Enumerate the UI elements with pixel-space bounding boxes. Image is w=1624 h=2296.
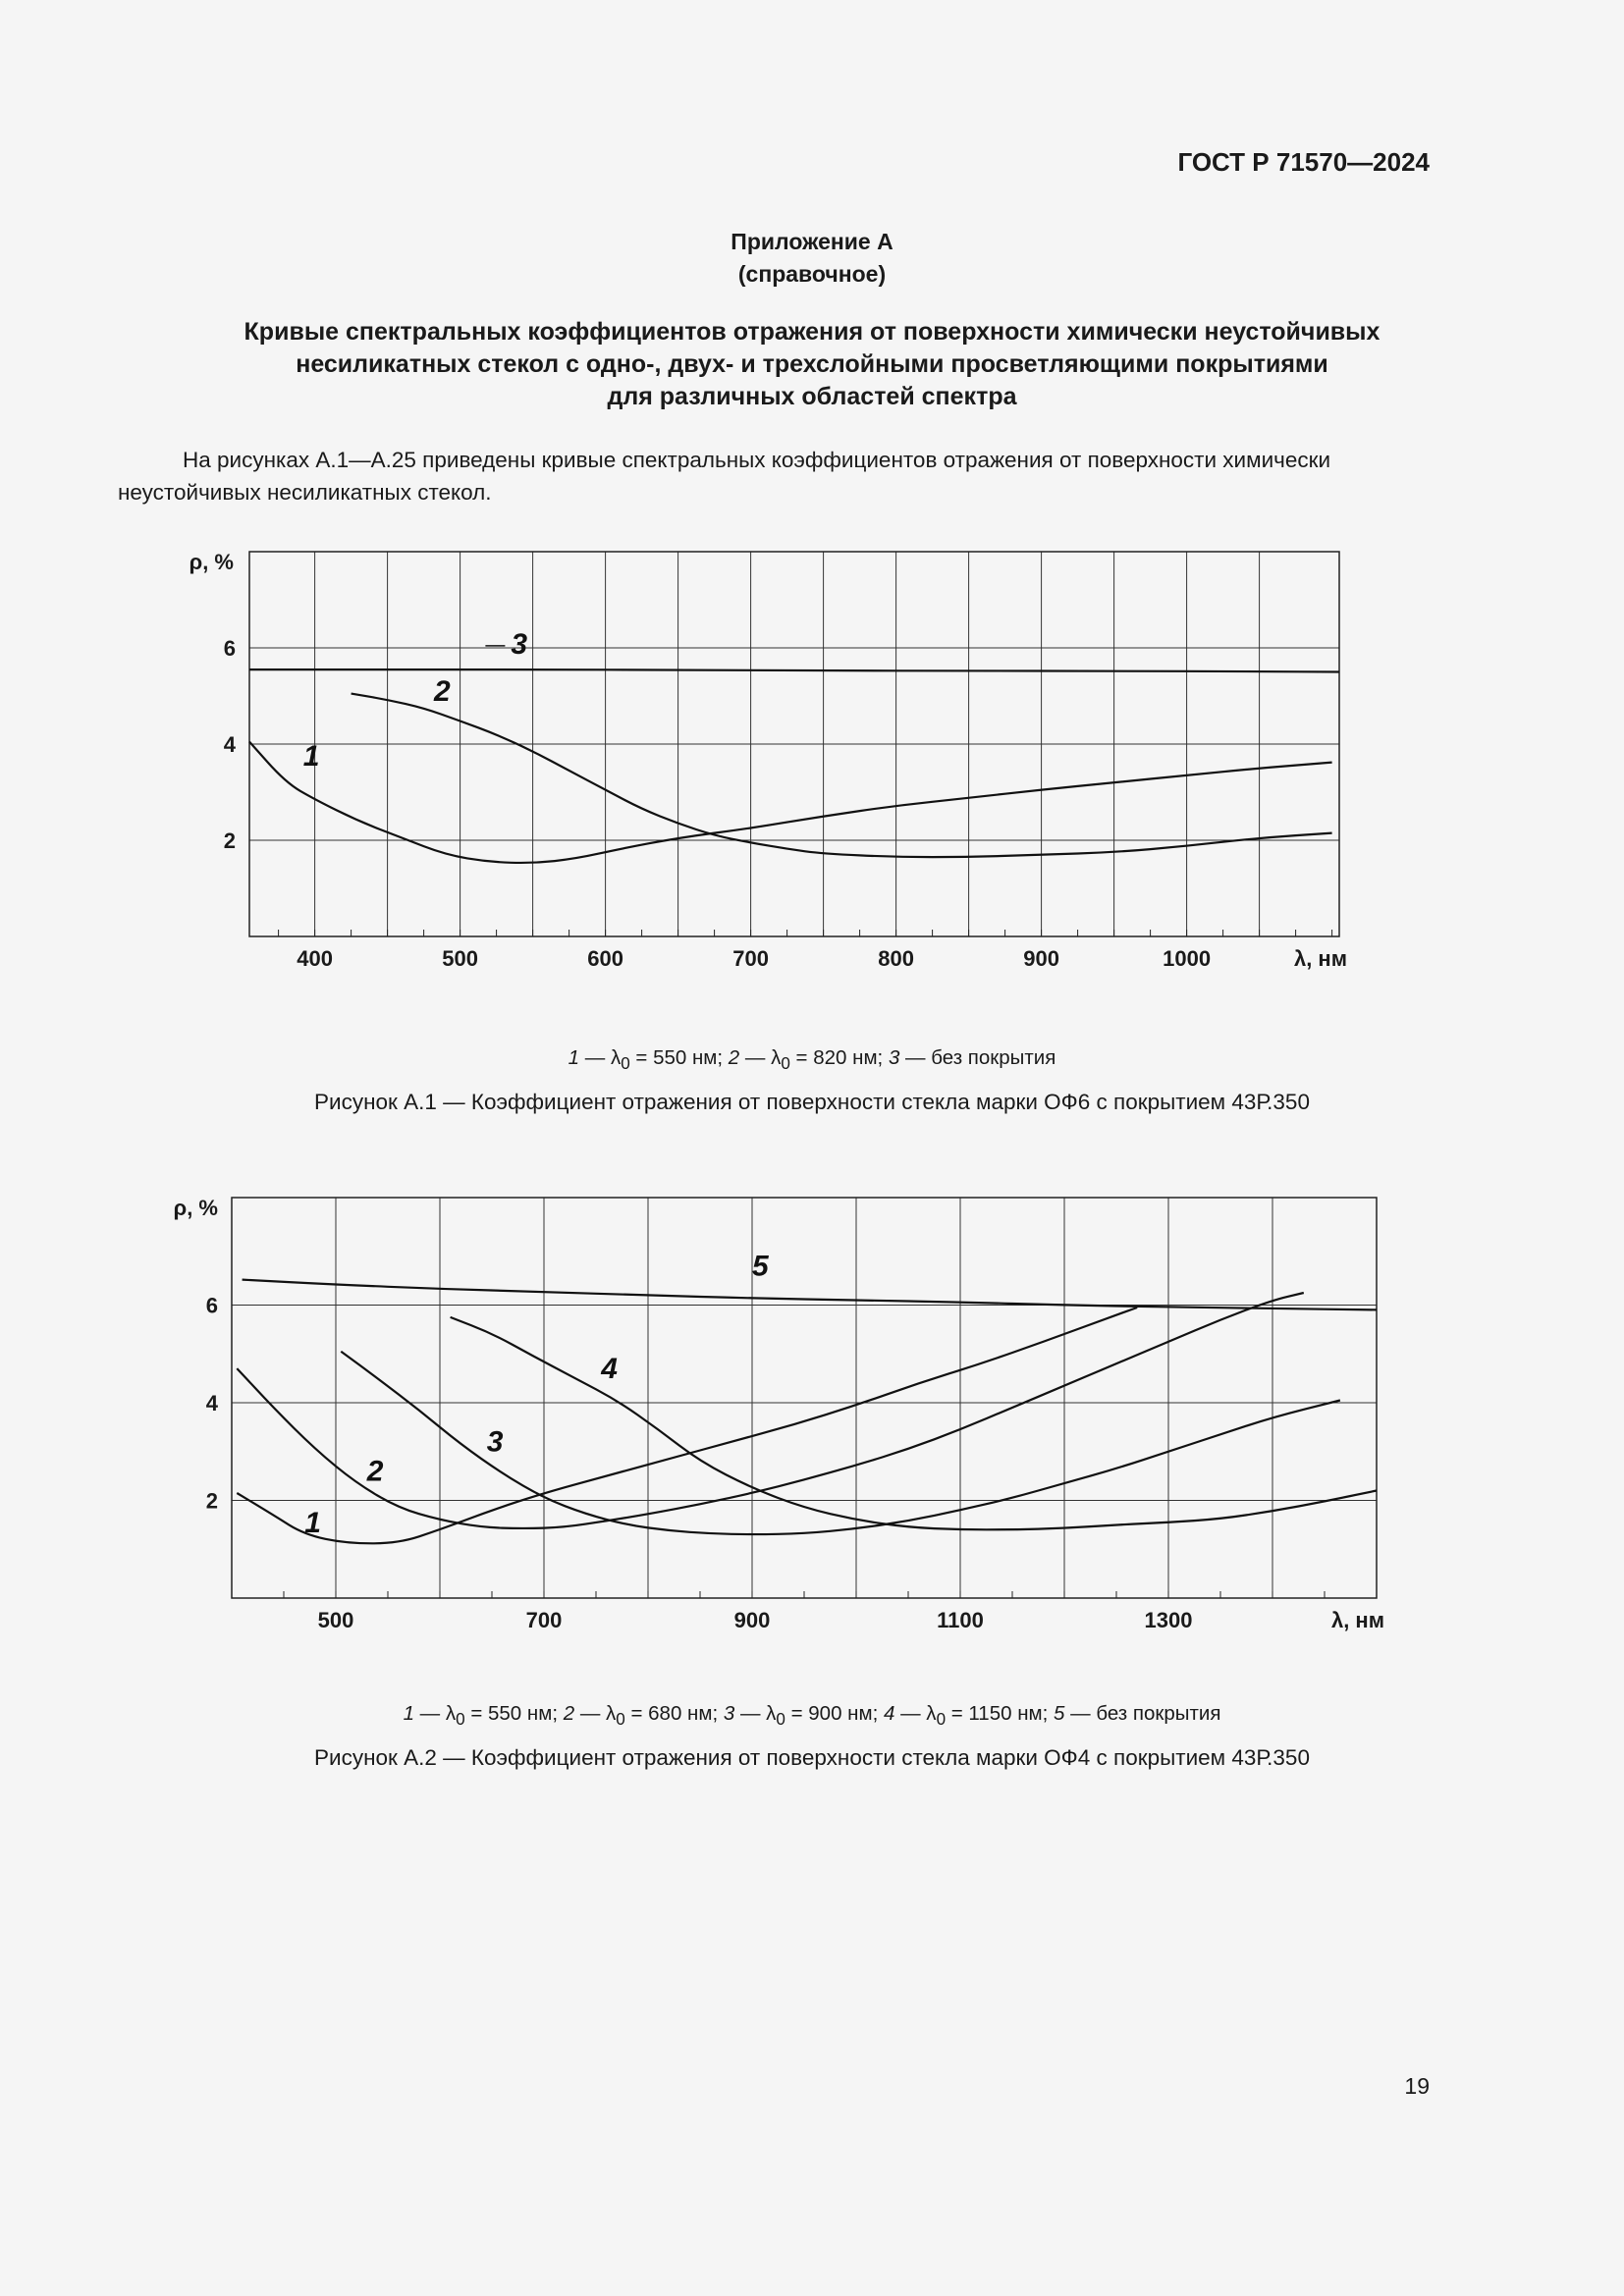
figure-a1-caption: Рисунок А.1 — Коэффициент отражения от поверхности стекла марки ОФ6 с покрытием 43Р.350 [314, 1090, 1310, 1114]
curve-3-line [249, 669, 1339, 671]
legend-subscript: 0 [456, 1710, 465, 1730]
legend-subscript: 0 [936, 1710, 947, 1730]
legend-subscript: 0 [621, 1054, 630, 1074]
y-axis-label: ρ, % [189, 550, 234, 574]
legend-curve-desc: — без покрытия [899, 1046, 1056, 1069]
y-tick-label: 6 [205, 1293, 218, 1318]
curve-5-label: 5 [752, 1250, 769, 1283]
x-tick-label: 600 [587, 946, 623, 971]
curve-2-label: 2 [366, 1455, 384, 1488]
x-tick-label: 1000 [1163, 946, 1212, 971]
figure-a2-chart [0, 1178, 1624, 1649]
curve-3-label: 3 [511, 627, 528, 661]
section-heading [0, 316, 1624, 413]
legend-curve-number: 5 [1054, 1702, 1065, 1725]
annex-heading [0, 226, 1624, 291]
annex-kind: (справочное) [737, 261, 887, 287]
legend-curve-desc: — без покрытия [1064, 1702, 1221, 1725]
y-tick-label: 2 [205, 1488, 218, 1514]
legend-curve-number: 2 [563, 1702, 575, 1725]
curve-2-line [237, 1293, 1304, 1528]
x-tick-label: 400 [297, 946, 333, 971]
legend-curve-desc: — λ [574, 1702, 617, 1725]
legend-curve-value: = 550 нм; [464, 1702, 564, 1725]
x-tick-label: 700 [732, 946, 769, 971]
figure-a1-chart [0, 530, 1624, 991]
legend-curve-number: 3 [723, 1702, 735, 1725]
standard-number: ГОСТ Р 71570—2024 [1177, 147, 1430, 177]
x-tick-label: 900 [733, 1608, 771, 1632]
legend-curve-desc: — λ [739, 1046, 782, 1069]
curve-1-line [237, 1308, 1137, 1543]
legend-curve-value: = 550 нм; [629, 1046, 729, 1069]
x-tick-label: 500 [317, 1608, 354, 1632]
legend-curve-desc: — λ [894, 1702, 937, 1725]
figure-a1-legend [0, 1046, 1624, 1074]
curve-1-line [249, 742, 1332, 863]
y-tick-label: 4 [205, 1390, 218, 1415]
curve-1-label: 1 [302, 740, 320, 774]
curve-1-label: 1 [304, 1506, 321, 1539]
y-tick-label: 4 [223, 732, 236, 757]
legend-curve-value: = 900 нм; [785, 1702, 884, 1725]
curve-4-label: 4 [601, 1353, 618, 1386]
x-tick-label: 1100 [937, 1608, 984, 1632]
curve-4-line [451, 1317, 1377, 1529]
legend-curve-number: 1 [403, 1702, 414, 1725]
page-number: 19 [1404, 2073, 1430, 2099]
legend-curve-value: = 680 нм; [624, 1702, 724, 1725]
legend-curve-desc: — λ [579, 1046, 622, 1069]
legend-curve-value: = 820 нм; [789, 1046, 889, 1069]
legend-subscript: 0 [776, 1710, 785, 1730]
legend-curve-number: 1 [568, 1046, 580, 1069]
y-tick-label: 6 [223, 636, 236, 661]
heading-line: для различных областей спектра [607, 383, 1017, 410]
legend-curve-number: 2 [728, 1046, 740, 1069]
legend-curve-desc: — λ [734, 1702, 777, 1725]
curve-3-label: 3 [486, 1425, 504, 1459]
x-tick-label: 900 [1023, 946, 1059, 971]
curve-2-label: 2 [433, 674, 451, 708]
x-axis-label: λ, нм [1293, 946, 1347, 971]
y-tick-label: 2 [223, 828, 236, 853]
legend-curve-number: 4 [884, 1702, 895, 1725]
annex-title: Приложение А [731, 229, 893, 254]
legend-subscript: 0 [781, 1054, 790, 1074]
figure-a2-legend [0, 1702, 1624, 1730]
heading-line: Кривые спектральных коэффициентов отражения от поверхности химически неустойчивых [244, 318, 1380, 346]
legend-curve-desc: — λ [413, 1702, 457, 1725]
x-tick-label: 500 [442, 946, 478, 971]
legend-curve-value: = 1150 нм; [946, 1702, 1055, 1725]
legend-subscript: 0 [616, 1710, 625, 1730]
y-axis-label: ρ, % [173, 1196, 218, 1220]
heading-line: несиликатных стекол с одно-, двух- и трехслойными просветляющими покрытиями [296, 350, 1328, 378]
x-axis-label: λ, нм [1330, 1608, 1384, 1632]
x-tick-label: 700 [525, 1608, 563, 1632]
figure-a2-caption: Рисунок А.2 — Коэффициент отражения от поверхности стекла марки ОФ4 с покрытием 43Р.350 [314, 1745, 1310, 1770]
legend-curve-number: 3 [888, 1046, 900, 1069]
x-tick-label: 1300 [1144, 1608, 1193, 1632]
x-tick-label: 800 [878, 946, 914, 971]
intro-paragraph: На рисунках А.1—А.25 приведены кривые спектральных коэффициентов отражения от поверхности химически неустойчивых несиликатных стекол. [118, 448, 1331, 505]
